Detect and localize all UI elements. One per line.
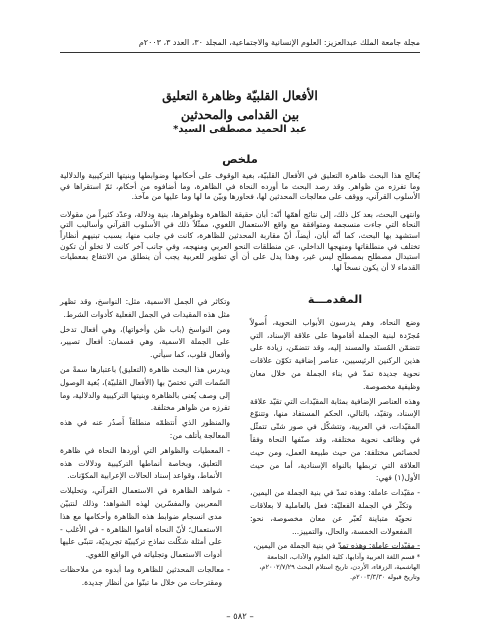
body-paragraph-1: وتكاثر في الجمل الاسمية، مثل: النواسخ، وقد تظهر مثل هذه المقيدات في الجمل الفعلية كأدوات الشرط. [60, 297, 230, 319]
intro-bullet-2: - مقيّدات عاملة: وهذه تمدّ في بنية الجملة من اليمين، [253, 541, 420, 551]
body-paragraph-4: والمنظور الذي أَنتظمّه منطلقاً أَصدُر عنه في هذه المعالجة يأتلف من: [60, 418, 230, 440]
intro-paragraph-2: وهذه العناصر الإضافية بمثابة المقيّدات التي تقيّد علاقة الإسناد، وتقيّد، بالتالي، الحكم المستفاد منها، وتتنوّع المقيّدات، في العربية، وتتشكّل في صور شتّى تتمثّل في وظائف نحوية مختلفة، وقد صنّفها النحاة وفقاً لخصائص مختلفة: من حيث طبيعة العمل، ومن حيث العلاقة التي تربطها بالنواة الإسنادية، أما من حيث الأول(١) فهي: [250, 396, 420, 483]
introduction-heading: المقدمـــة [307, 293, 363, 306]
footnote-rule [340, 548, 420, 549]
body-bullet-2: - شواهد الظاهرة في الاستعمال القرآني، وتحليلات المعربين والمفسّرين لهذه الشواهد؛ وذلك لنتبيّن مدى انسجام ضوابط هذه الظاهرة وأحكامها مع هذا الاستعمال؛ لأنّ النحاة أقاموا الظاهرة - في الأغلب - على أمثلة شكّلت نماذج تركيبيّة تجريديّة، تتبنّى عليها أدوات الاستعمال وتجلياته في الواقع اللغوي. [60, 486, 230, 560]
body-paragraph-3: ويدرس هذا البحث ظاهرة (التعليق) باعتبارها سمةً من السّمات التي تختصّ بها (الأفعال القلبيّة)، بُغية الوصول إلى وصف يُعنى بالظاهرة وبنيتها التركيبية والدلالية، وما تفرزه من ظواهر مختلفة. [60, 364, 230, 413]
intro-bullet-1: - مقيّدات عاملة: وهذه تمدّ في بنية الجملة من اليمين، وتكثّر في الجملة الفعليّة: فعل بالعاملية لا بعلاقات نحويّة متباينة تُعبّر عن معان مخصوصة، نحو: المفعولات الخمسة، والحال، والتمييز... [250, 488, 420, 536]
abstract-paragraph-1: يُعالج هذا البحث ظاهرة التعليق في الأفعال القلبيّة، بغية الوقوف على أحكامها وضوابطها وبنيتها التركيبية والدلالية وما تفرزه من ظواهر. وقد رصد البحث ما أورده النحاة في الظاهرة، وما أضافوه من أحكام، ثمّ استقراها في الأسلوب القرآني، ووقف على معالجات المحدثين لها، فحاورها وبيّن ما لها وما عليها من مآخذ. [60, 171, 420, 202]
header-rule [60, 52, 420, 53]
right-column [250, 292, 420, 555]
running-head: مجلة جامعة الملك عبدالعزيز: العلوم الإنسانية والاجتماعية، المجلد ٣٠، العدد ٣، ٢٠٠٣م [138, 38, 420, 47]
abstract-paragraph-2: وانتهى البحث، بعد كل ذلك، إلى نتائج أهمّها أنّه: أبان حقيقة الظاهرة وظواهرها، بنية ودلالة، وعدّد كثيراً من مقولات النحاة التي جاءت منسجمة ومتوافقة مع واقع الاستعمال اللغوي، ممثّلاً ذلك في الأسلوب القرآني وأساليب التي استشهد بها البحث، كما أنّه أبان، أيضاً، أنّ مقاربة المحدثين للظاهرة، كانت في جانب منها، بسبب تبنيهم أنظاراً تختلف في منطلقاتها ومنهجها الداخلي، عن منطلقات النحو العربي ومنهجه، وفي جانب آخر كانت لا تخلو أن تكون استبدال مصطلح بمصطلح ليس غير، وهذا يدل على أن أي تطوير للعربية يجب أن ينطلق من الانتفاع بمعطيات القدماء لا أن يكون نسخاً لها. [60, 209, 420, 272]
left-column [60, 296, 230, 592]
abstract-heading: ملخص [222, 152, 258, 166]
title-line-1: الأفعال القلبيّة وظاهرة التعليق [162, 88, 318, 103]
body-paragraph-2: ومن النواسخ (باب ظن وأخواتها)، وهي أفعال تدخل على الجملة الاسمية، وهي قسمان: أفعال تصيير، وأفعال قلوب، كما سيأتي. [60, 324, 230, 360]
footnote: * قسم اللغة العربية وآدابها، كلية العلوم والآداب، الجامعة الهاشمية، الزرقاء، الأردن، تاريخ استلام البحث ٢٠٠٢/٧/٢٩م، وتاريخ قبوله ٢٠٠٣/٣/٣٠م. [259, 553, 420, 581]
page-number: – ٥٨٢ – [226, 612, 254, 622]
author-name: عبد الحميد مصطفى السيد* [173, 124, 307, 135]
abstract [60, 171, 420, 280]
article-title [80, 86, 400, 124]
body-bullet-3: - معالجات المحدثين للظاهرة وما أبدوه من ملاحظات ومقترحات من خلال ما تبنّوا من أنظار جديدة. [60, 564, 230, 587]
title-line-2: بين القدامى والمحدثين [180, 107, 300, 122]
body-bullet-1: - المعطيات والظواهر التي أوردها النحاة في ظاهرة التعليق، وبخاصة أنماطها التركيبية ودلالات هذه الأنماط، وقواعد إسناد الحالات الإعرابية المكوّنات. [60, 445, 230, 481]
intro-paragraph-1: وضع النحاة، وهم يدرسون الأبواب النحوية، أُصولاً مُجرّدة لبنية الجملة أقاموها على علاقة الإسناد، التي تتضمّن المُسنَد والمسند إليه، وقد تتضمّن، زيادة على هذين الركنين الرئيسيين، عناصر إضافية تكوّن علاقات نحوية جديدة تمدّ في بناء الجملة من خلال معان وظيفية مخصوصة. [250, 317, 420, 391]
